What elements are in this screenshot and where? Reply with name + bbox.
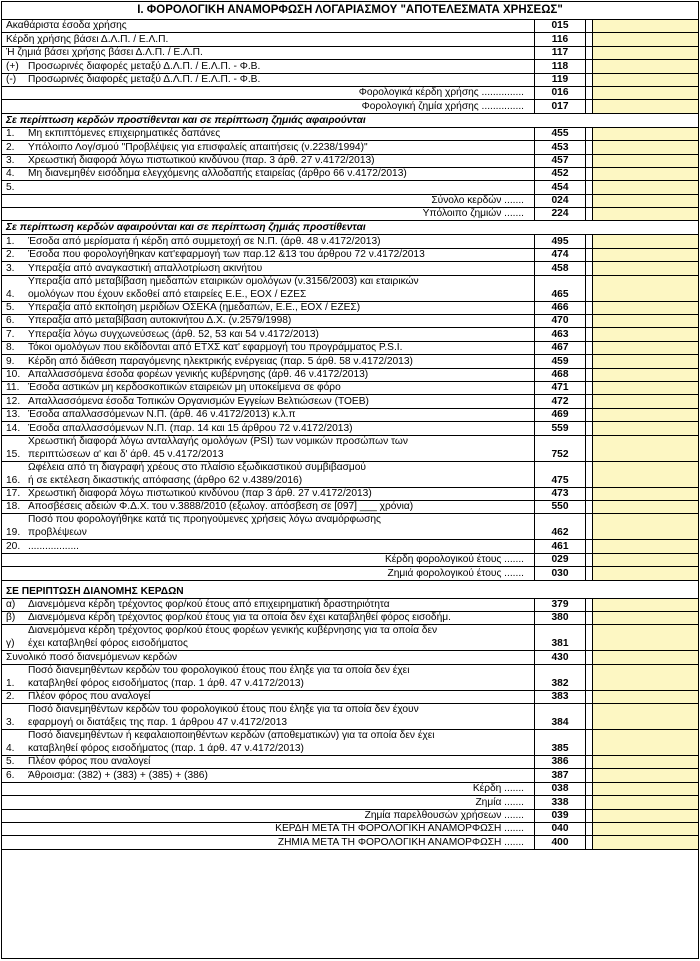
row-code: 379 (534, 599, 586, 611)
row-code: 024 (534, 195, 586, 207)
form-row-385 (2, 730, 698, 756)
form-row-119 (2, 74, 698, 87)
row-code: 386 (534, 756, 586, 768)
form-row-461 (2, 540, 698, 553)
row-label: Κέρδη χρήσης βάσει Δ.Λ.Π. / Ε.Λ.Π. (6, 33, 169, 45)
form-row-024 (2, 195, 698, 208)
row-label: Αποσβέσεις αδειών Φ.Δ.Χ. του ν.3888/2010 (εξωλογ. απόσβεση σε [097] ___ χρόνια) (28, 501, 414, 513)
row-code: 030 (534, 567, 586, 579)
row-code: 459 (534, 355, 586, 367)
form-row-038 (2, 783, 698, 796)
form-row-470 (2, 315, 698, 328)
amount-field[interactable] (592, 665, 698, 690)
row-label: Σύνολο κερδών ....... (431, 195, 524, 207)
row-code: 039 (534, 810, 586, 822)
row-label: Έσοδα που φορολογήθηκαν κατ'εφαρμογή των παρ.12 &13 του άρθρου 72 ν.4172/2013 (28, 249, 425, 261)
row-code: 381 (534, 625, 586, 650)
row-number: 5. (6, 181, 15, 193)
form-row-457 (2, 155, 698, 168)
top-block (2, 20, 698, 114)
row-label: Φορολογική ζημία χρήσης ............... (361, 100, 524, 112)
form-row-559 (2, 422, 698, 435)
row-label: Υπεραξία από μεταβίβαση αυτοκινήτου Δ.Χ. (ν.2579/1998) (28, 315, 292, 327)
tax-reconciliation-form (1, 1, 699, 959)
form-row-459 (2, 355, 698, 368)
row-code: 461 (534, 540, 586, 552)
row-code: 029 (534, 554, 586, 566)
row-code: 466 (534, 302, 586, 314)
row-code: 016 (534, 87, 586, 99)
form-row-400 (2, 836, 698, 849)
row-code: 017 (534, 100, 586, 112)
row-number: 18. (6, 501, 21, 513)
row-number: (-) (6, 73, 17, 85)
form-row-016 (2, 87, 698, 100)
row-number: (+) (6, 60, 19, 72)
form-row-040 (2, 823, 698, 836)
section3-block (2, 599, 698, 850)
amount-field[interactable] (592, 33, 698, 45)
row-number: 6. (6, 315, 15, 327)
row-label: Χρεωστική διαφορά λόγω ανταλλαγής ομολόγων (PSI) των νομικών προσώπων των περιπτώσεων α' και δ' άρθ. 45 ν.4172/2013 (28, 435, 408, 460)
row-code: 454 (534, 181, 586, 193)
row-code: 384 (534, 704, 586, 729)
section-profits-deducted: Σε περίπτωση κερδών αφαιρούνται και σε περίπτωση ζημιάς προστίθενται (2, 221, 698, 235)
row-number: 13. (6, 409, 21, 421)
row-code: 380 (534, 612, 586, 624)
form-row-550 (2, 501, 698, 514)
amount-field[interactable] (592, 276, 698, 301)
form-row-752 (2, 436, 698, 462)
row-label: Υπεραξία από εκποίηση μεριδίων ΟΣΕΚΑ (ημεδαπών, Ε.Ε., ΕΟΧ / ΕΖΕΣ) (28, 302, 361, 314)
amount-field[interactable] (592, 195, 698, 207)
form-row-380 (2, 612, 698, 625)
row-code: 472 (534, 395, 586, 407)
form-row-473 (2, 488, 698, 501)
amount-field[interactable] (592, 488, 698, 500)
row-number: 1. (6, 128, 15, 140)
row-code: 550 (534, 501, 586, 513)
row-label: Ποσό διανεμηθέντων κερδών του φορολογικού έτους που έληξε για τα οποία δεν έχουν εφαρμογή οι διατάξεις της παρ. 1 άρθρου 47 ν.4172/2013 (28, 704, 419, 729)
amount-field[interactable] (592, 612, 698, 624)
row-number: 3. (6, 262, 15, 274)
amount-field[interactable] (592, 249, 698, 261)
row-code: 117 (534, 47, 586, 59)
row-label: ΚΕΡΔΗ ΜΕΤΑ ΤΗ ΦΟΡΟΛΟΓΙΚΗ ΑΝΑΜΟΡΦΩΣΗ ....... (275, 823, 524, 835)
row-number: 11. (6, 382, 20, 394)
row-label: Υπεραξία λόγω συγχωνεύσεως (άρθ. 52, 53 και 54 ν.4172/2013) (28, 328, 319, 340)
row-number: 10. (6, 368, 21, 380)
row-label: Έσοδα από μερίσματα ή κέρδη από συμμετοχή σε Ν.Π. (άρθ. 48 ν.4172/2013) (28, 235, 381, 247)
form-row-381 (2, 625, 698, 651)
row-number: 7. (6, 328, 15, 340)
row-label: ΖΗΜΙΑ ΜΕΤΑ ΤΗ ΦΟΡΟΛΟΓΙΚΗ ΑΝΑΜΟΡΦΩΣΗ ....... (277, 836, 524, 848)
amount-field[interactable] (592, 262, 698, 274)
form-row-017 (2, 100, 698, 113)
row-label: Κέρδη από διάθεση παραγόμενης ηλεκτρικής ενέργειας (παρ. 5 άρθ. 58 ν.4172/2013) (28, 355, 413, 367)
row-label: Υπεραξία από μεταβίβαση ημεδαπών εταιρικών ομολόγων (ν.3156/2003) και εταιρικών ομολόγων που έχουν εκδοθεί από εταιρείες Ε.Ε., ΕΟΧ / ΕΖΕΣ (28, 275, 419, 300)
row-label: Ζημία ....... (475, 796, 524, 808)
row-label: Ποσό διανεμηθέντων ή κεφαλαιοποιηθέντων κερδών (αποθεματικών) για τα οποία δεν έχει καταβληθεί φόρος εισοδήματος (παρ. 1 άρθ. 47 ν.4172/2013) (28, 730, 435, 755)
row-label: Μη εκπιπτόμενες επιχειρηματικές δαπάνες (28, 128, 221, 140)
row-code: 015 (534, 20, 586, 32)
row-number: 2. (6, 141, 15, 153)
form-row-118 (2, 60, 698, 73)
amount-field[interactable] (592, 691, 698, 703)
form-row-468 (2, 369, 698, 382)
row-number: 4. (6, 168, 15, 180)
row-label: Μη διανεμηθέν εισόδημα ελεγχόμενης αλλοδαπής εταιρείας (άρθρο 66 ν.4172/2013) (28, 168, 407, 180)
row-label: Έσοδα απαλλασσόμενων Ν.Π. (παρ. 14 και 15 άρθρου 72 ν.4172/2013) (28, 422, 353, 434)
row-number: 17. (6, 487, 21, 499)
form-row-495 (2, 235, 698, 248)
amount-field[interactable] (592, 395, 698, 407)
row-code: 458 (534, 262, 586, 274)
section2-block (2, 235, 698, 580)
form-row-471 (2, 382, 698, 395)
amount-field[interactable] (592, 74, 698, 86)
row-label: Χρεωστική διαφορά λόγω πιστωτικού κινδύνου (παρ. 3 άρθ. 27 ν.4172/2013) (28, 154, 375, 166)
amount-field[interactable] (592, 625, 698, 650)
row-label: Υπόλοιπο ζημιών ....... (422, 208, 524, 220)
form-title: Ι. ΦΟΡΟΛΟΓΙΚΗ ΑΝΑΜΟΡΦΩΣΗ ΛΟΓΑΡΙΑΣΜΟΥ "ΑΠΟΤΕΛΕΣΜΑΤΑ ΧΡΗΣΕΩΣ" (2, 2, 698, 20)
row-label: .................. (28, 540, 79, 552)
row-label: Ζημιά φορολογικού έτους ....... (387, 567, 524, 579)
form-row-466 (2, 302, 698, 315)
amount-field[interactable] (592, 783, 698, 795)
row-number: γ) (6, 638, 15, 650)
row-label: Διανεμόμενα κέρδη τρέχοντος φορ/κού έτους για τα οποία δεν έχει καταβληθεί φόρος εισοδήμ. (28, 612, 451, 624)
amount-field[interactable] (592, 769, 698, 781)
amount-field[interactable] (592, 599, 698, 611)
row-code: 430 (534, 651, 586, 663)
form-row-462 (2, 514, 698, 540)
row-label: Έσοδα απαλλασσόμενων Ν.Π. (άρθ. 46 ν.4172/2013) κ.λ.π (28, 409, 296, 421)
row-label: Κέρδη φορολογικού έτους ....... (384, 554, 524, 566)
row-label: Τόκοι ομολόγων που εκδίδονται από ΕΤΧΣ κατ' εφαρμογή του προγράμματος P.S.I. (28, 342, 403, 354)
amount-field[interactable] (592, 836, 698, 848)
amount-field[interactable] (592, 554, 698, 566)
row-label: Πλέον φόρος που αναλογεί (28, 756, 151, 768)
row-number: 8. (6, 342, 15, 354)
row-label: Διανεμόμενα κέρδη τρέχοντος φορ/κού έτους φορέων γενικής κυβέρνησης για τα οποία δεν έχει καταβληθεί φόρος εισοδήματος (28, 625, 438, 650)
form-row-386 (2, 756, 698, 769)
row-code: 040 (534, 823, 586, 835)
row-label: Υπόλοιπο Λογ/σμού "Προβλέψεις για επισφαλείς απαιτήσεις (ν.2238/1994)" (28, 141, 368, 153)
row-label: Υπεραξία από αναγκαστική απαλλοτρίωση ακινήτου (28, 262, 263, 274)
amount-field[interactable] (592, 181, 698, 193)
amount-field[interactable] (592, 87, 698, 99)
row-number: 2. (6, 249, 15, 261)
amount-field[interactable] (592, 422, 698, 434)
row-number: α) (6, 598, 16, 610)
form-row-463 (2, 328, 698, 341)
row-label: Άθροισμα: (382) + (383) + (385) + (386) (28, 769, 208, 781)
amount-field[interactable] (592, 823, 698, 835)
form-row-030 (2, 567, 698, 580)
amount-field[interactable] (592, 128, 698, 140)
form-row-455 (2, 128, 698, 141)
amount-field[interactable] (592, 382, 698, 394)
amount-field[interactable] (592, 235, 698, 247)
row-number: 9. (6, 355, 15, 367)
row-number: 14. (6, 422, 21, 434)
amount-field[interactable] (592, 328, 698, 340)
section-profit-distribution: ΣΕ ΠΕΡΙΠΤΩΣΗ ΔΙΑΝΟΜΗΣ ΚΕΡΔΩΝ (2, 585, 698, 599)
amount-field[interactable] (592, 155, 698, 167)
row-label: Πλέον φόρος που αναλογεί (28, 691, 151, 703)
amount-field[interactable] (592, 20, 698, 32)
amount-field[interactable] (592, 462, 698, 487)
form-row-383 (2, 691, 698, 704)
row-label: Συνολικό ποσό διανεμόμενων κερδών (6, 651, 178, 663)
row-code: 118 (534, 60, 586, 72)
form-row-430 (2, 651, 698, 664)
amount-field[interactable] (592, 567, 698, 579)
form-row-458 (2, 262, 698, 275)
row-label: Προσωρινές διαφορές μεταξύ Δ.Λ.Π. / Ε.Λ.Π. - Φ.Β. (28, 60, 261, 72)
row-label: Ακαθάριστα έσοδα χρήσης (6, 20, 127, 32)
row-number: 20. (6, 540, 21, 552)
amount-field[interactable] (592, 796, 698, 808)
amount-field[interactable] (592, 810, 698, 822)
row-code: 400 (534, 836, 586, 848)
section1-block (2, 128, 698, 222)
row-code: 383 (534, 691, 586, 703)
row-label: Φορολογικά κέρδη χρήσης ............... (358, 87, 524, 99)
row-code: 462 (534, 514, 586, 539)
row-label: Ωφέλεια από τη διαγραφή χρέους στο πλαίσιο εξωδικαστικού συμβιβασμού ή σε εκτέλεση δικαστικής απόφασης (άρθρο 62 ν.4389/2016) (28, 461, 366, 486)
amount-field[interactable] (592, 704, 698, 729)
row-label: Έσοδα αστικών μη κερδοσκοπικών εταιρειών μη υποκείμενα σε φόρο (28, 382, 341, 394)
row-label: Ή ζημιά βάσει χρήσης βάσει Δ.Λ.Π. / Ε.Λ.Π. (6, 47, 203, 59)
amount-field[interactable] (592, 409, 698, 421)
row-label: Ζημία παρελθουσών χρήσεων ....... (364, 810, 524, 822)
form-row-338 (2, 796, 698, 809)
row-label: Απαλλασσόμενα έσοδα Τοπικών Οργανισμών Εγγείων Βελτιώσεων (ΤΟΕΒ) (28, 395, 369, 407)
row-number: 6. (6, 769, 15, 781)
row-label: Απαλλασσόμενα έσοδα φορέων γενικής κυβέρνησης (άρθ. 46 ν.4172/2013) (28, 368, 369, 380)
form-row-453 (2, 141, 698, 154)
form-row-116 (2, 33, 698, 46)
row-label (28, 181, 528, 193)
row-code: 338 (534, 796, 586, 808)
amount-field[interactable] (592, 168, 698, 180)
row-number: β) (6, 612, 16, 624)
amount-field[interactable] (592, 47, 698, 59)
row-code: 495 (534, 235, 586, 247)
row-label: Χρεωστική διαφορά λόγω πιστωτικού κινδύνου (παρ 3 άρθ. 27 ν.4172/2013) (28, 487, 372, 499)
row-code: 387 (534, 769, 586, 781)
amount-field[interactable] (592, 651, 698, 663)
row-number: 5. (6, 756, 15, 768)
form-row-379 (2, 599, 698, 612)
form-row-029 (2, 554, 698, 567)
form-row-039 (2, 810, 698, 823)
row-number: 1. (6, 677, 15, 689)
amount-field[interactable] (592, 540, 698, 552)
row-number: 3. (6, 717, 15, 729)
amount-field[interactable] (592, 208, 698, 220)
row-label: Ποσό διανεμηθέντων κερδών του φορολογικού έτους που έληξε για τα οποία δεν έχει καταβληθεί φόρος εισοδήματος (παρ. 1 άρθ. 47 ν.4172/2013) (28, 664, 410, 689)
form-row-475 (2, 462, 698, 488)
amount-field[interactable] (592, 302, 698, 314)
amount-field[interactable] (592, 369, 698, 381)
row-code: 116 (534, 33, 586, 45)
row-code: 473 (534, 488, 586, 500)
row-code: 457 (534, 155, 586, 167)
row-number: 12. (6, 395, 21, 407)
form-row-454 (2, 181, 698, 194)
amount-field[interactable] (592, 501, 698, 513)
row-number: 5. (6, 302, 15, 314)
form-row-467 (2, 342, 698, 355)
row-code: 224 (534, 208, 586, 220)
row-number: 15. (6, 448, 21, 460)
form-row-387 (2, 769, 698, 782)
form-row-474 (2, 249, 698, 262)
amount-field[interactable] (592, 436, 698, 461)
form-row-224 (2, 208, 698, 221)
form-row-382 (2, 665, 698, 691)
amount-field[interactable] (592, 100, 698, 112)
amount-field[interactable] (592, 756, 698, 768)
row-code: 752 (534, 436, 586, 461)
row-code: 475 (534, 462, 586, 487)
row-label: Ποσό που φορολογήθηκε κατά τις προηγούμενες χρήσεις λόγω αναμόρφωσης προβλέψεων (28, 514, 381, 539)
section-profits-added: Σε περίπτωση κερδών προστίθενται και σε περίπτωση ζημιάς αφαιρούνται (2, 114, 698, 128)
row-code: 467 (534, 342, 586, 354)
row-label: Διανεμόμενα κέρδη τρέχοντος φορ/κού έτους από επιχειρηματική δραστηριότητα (28, 598, 390, 610)
row-code: 465 (534, 276, 586, 301)
amount-field[interactable] (592, 514, 698, 539)
row-code: 455 (534, 128, 586, 140)
form-row-465 (2, 276, 698, 302)
row-code: 452 (534, 168, 586, 180)
row-code: 382 (534, 665, 586, 690)
row-label: Προσωρινές διαφορές μεταξύ Δ.Λ.Π. / Ε.Λ.Π. - Φ.Β. (28, 73, 261, 85)
row-number: 4. (6, 288, 15, 300)
form-row-469 (2, 409, 698, 422)
amount-field[interactable] (592, 315, 698, 327)
row-code: 119 (534, 74, 586, 86)
amount-field[interactable] (592, 141, 698, 153)
row-code: 559 (534, 422, 586, 434)
row-code: 470 (534, 315, 586, 327)
row-number: 19. (6, 527, 21, 539)
row-number: 3. (6, 154, 15, 166)
row-code: 471 (534, 382, 586, 394)
row-label: Κέρδη ....... (472, 783, 524, 795)
row-code: 038 (534, 783, 586, 795)
form-row-015 (2, 20, 698, 33)
row-number: 2. (6, 691, 15, 703)
amount-field[interactable] (592, 60, 698, 72)
row-code: 469 (534, 409, 586, 421)
form-row-117 (2, 47, 698, 60)
amount-field[interactable] (592, 355, 698, 367)
row-number: 1. (6, 235, 15, 247)
amount-field[interactable] (592, 342, 698, 354)
form-row-452 (2, 168, 698, 181)
row-number: 4. (6, 743, 15, 755)
row-code: 468 (534, 369, 586, 381)
form-row-472 (2, 395, 698, 408)
row-code: 385 (534, 730, 586, 755)
row-code: 453 (534, 141, 586, 153)
row-code: 463 (534, 328, 586, 340)
row-number: 16. (6, 474, 21, 486)
form-row-384 (2, 704, 698, 730)
amount-field[interactable] (592, 730, 698, 755)
row-code: 474 (534, 249, 586, 261)
